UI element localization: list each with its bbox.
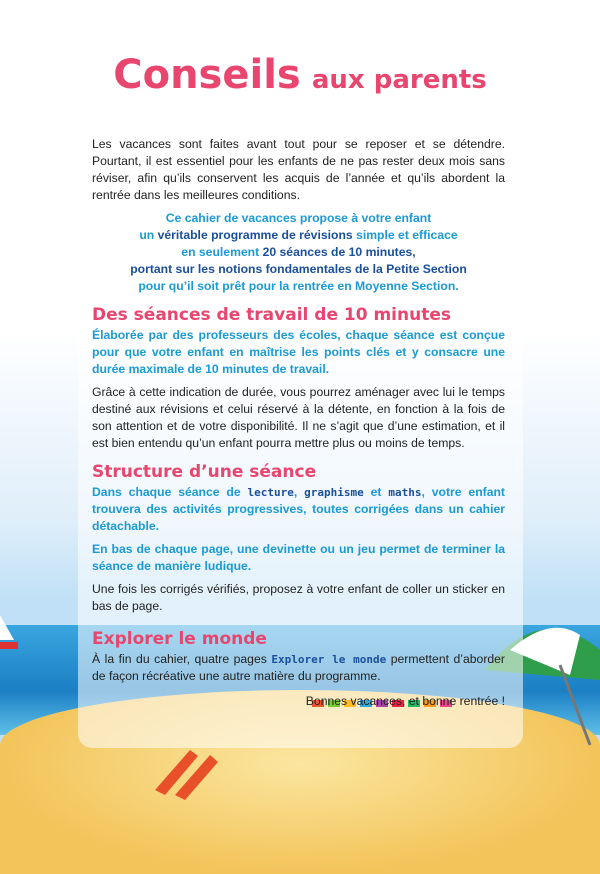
highlight-emphasis: portant sur les notions fondamentales de la Petite Section — [130, 262, 467, 276]
highlight-emphasis: 20 séances de 10 minutes, — [262, 245, 416, 259]
section-heading: Des séances de travail de 10 minutes — [92, 305, 451, 325]
highlight-line: en seulement — [181, 245, 263, 259]
flippers-illustration — [150, 740, 230, 800]
closing-line: Bonnes vacances, et bonne rentrée ! — [305, 694, 505, 708]
subject-maths: maths — [388, 486, 422, 499]
highlight-line: Ce cahier de vacances propose à votre enfant — [165, 211, 432, 225]
highlight-block — [92, 210, 505, 295]
section-lead: Élaborée par des professeurs des écoles, chaque séance est conçue pour que votre enfant en maîtrise les points clés et y consacre une durée maximale de 10 minutes de travail. — [92, 328, 505, 376]
title-main: Conseils — [113, 52, 301, 98]
document-body — [92, 136, 505, 716]
highlight-line: simple et efficace — [352, 228, 458, 242]
sailboat-illustration — [0, 610, 30, 655]
highlight-line: un — [139, 228, 158, 242]
text: À la fin du cahier, quatre pages — [92, 652, 272, 666]
section-heading: Explorer le monde — [92, 629, 267, 649]
highlight-line: pour qu’il soit prêt pour la rentrée en Moyenne Section. — [138, 279, 459, 293]
intro-paragraph: Les vacances sont faites avant tout pour se reposer et se détendre. Pourtant, il est essentiel pour les enfants de ne pas rester deux mois sans réviser, afin qu’ils conservent les acquis de l’année et qu’ils abordent la rentrée dans les meilleures conditions. — [92, 137, 505, 202]
text: permettent d’aborder de façon récréative une autre matière du programme. — [92, 652, 505, 683]
subject-graphisme: graphisme — [304, 486, 364, 499]
section-paragraph: Grâce à cette indication de durée, vous pourrez aménager avec lui le temps destiné aux révisions et celui réservé à la détente, en fonction à la fois de son attention et de votre disponibilité. Il ne s’agit que d’une estimation, et il est bien entendu qu’un enfant pourra mettre plus ou moins de temps. — [92, 385, 505, 450]
text: et — [363, 485, 389, 499]
explorer-le-monde-label: Explorer le monde — [271, 653, 387, 666]
text: Dans chaque séance de — [92, 485, 248, 499]
page-title — [0, 52, 600, 98]
section-lead: En bas de chaque page, une devinette ou un jeu permet de terminer la séance de manière ludique. — [92, 542, 505, 573]
section-paragraph: Une fois les corrigés vérifiés, proposez à votre enfant de coller un sticker en bas de page. — [92, 582, 505, 613]
section-paragraph — [92, 651, 505, 685]
text: , votre enfant trouvera des activités progressives, toutes corrigées dans un cahier détachable. — [92, 485, 505, 533]
section-heading: Structure d’une séance — [92, 462, 317, 482]
highlight-emphasis: véritable programme de révisions — [157, 228, 353, 242]
section-lead — [92, 484, 505, 535]
subject-lecture: lecture — [247, 486, 294, 499]
title-sub: aux parents — [311, 65, 487, 95]
text: , — [293, 485, 305, 499]
